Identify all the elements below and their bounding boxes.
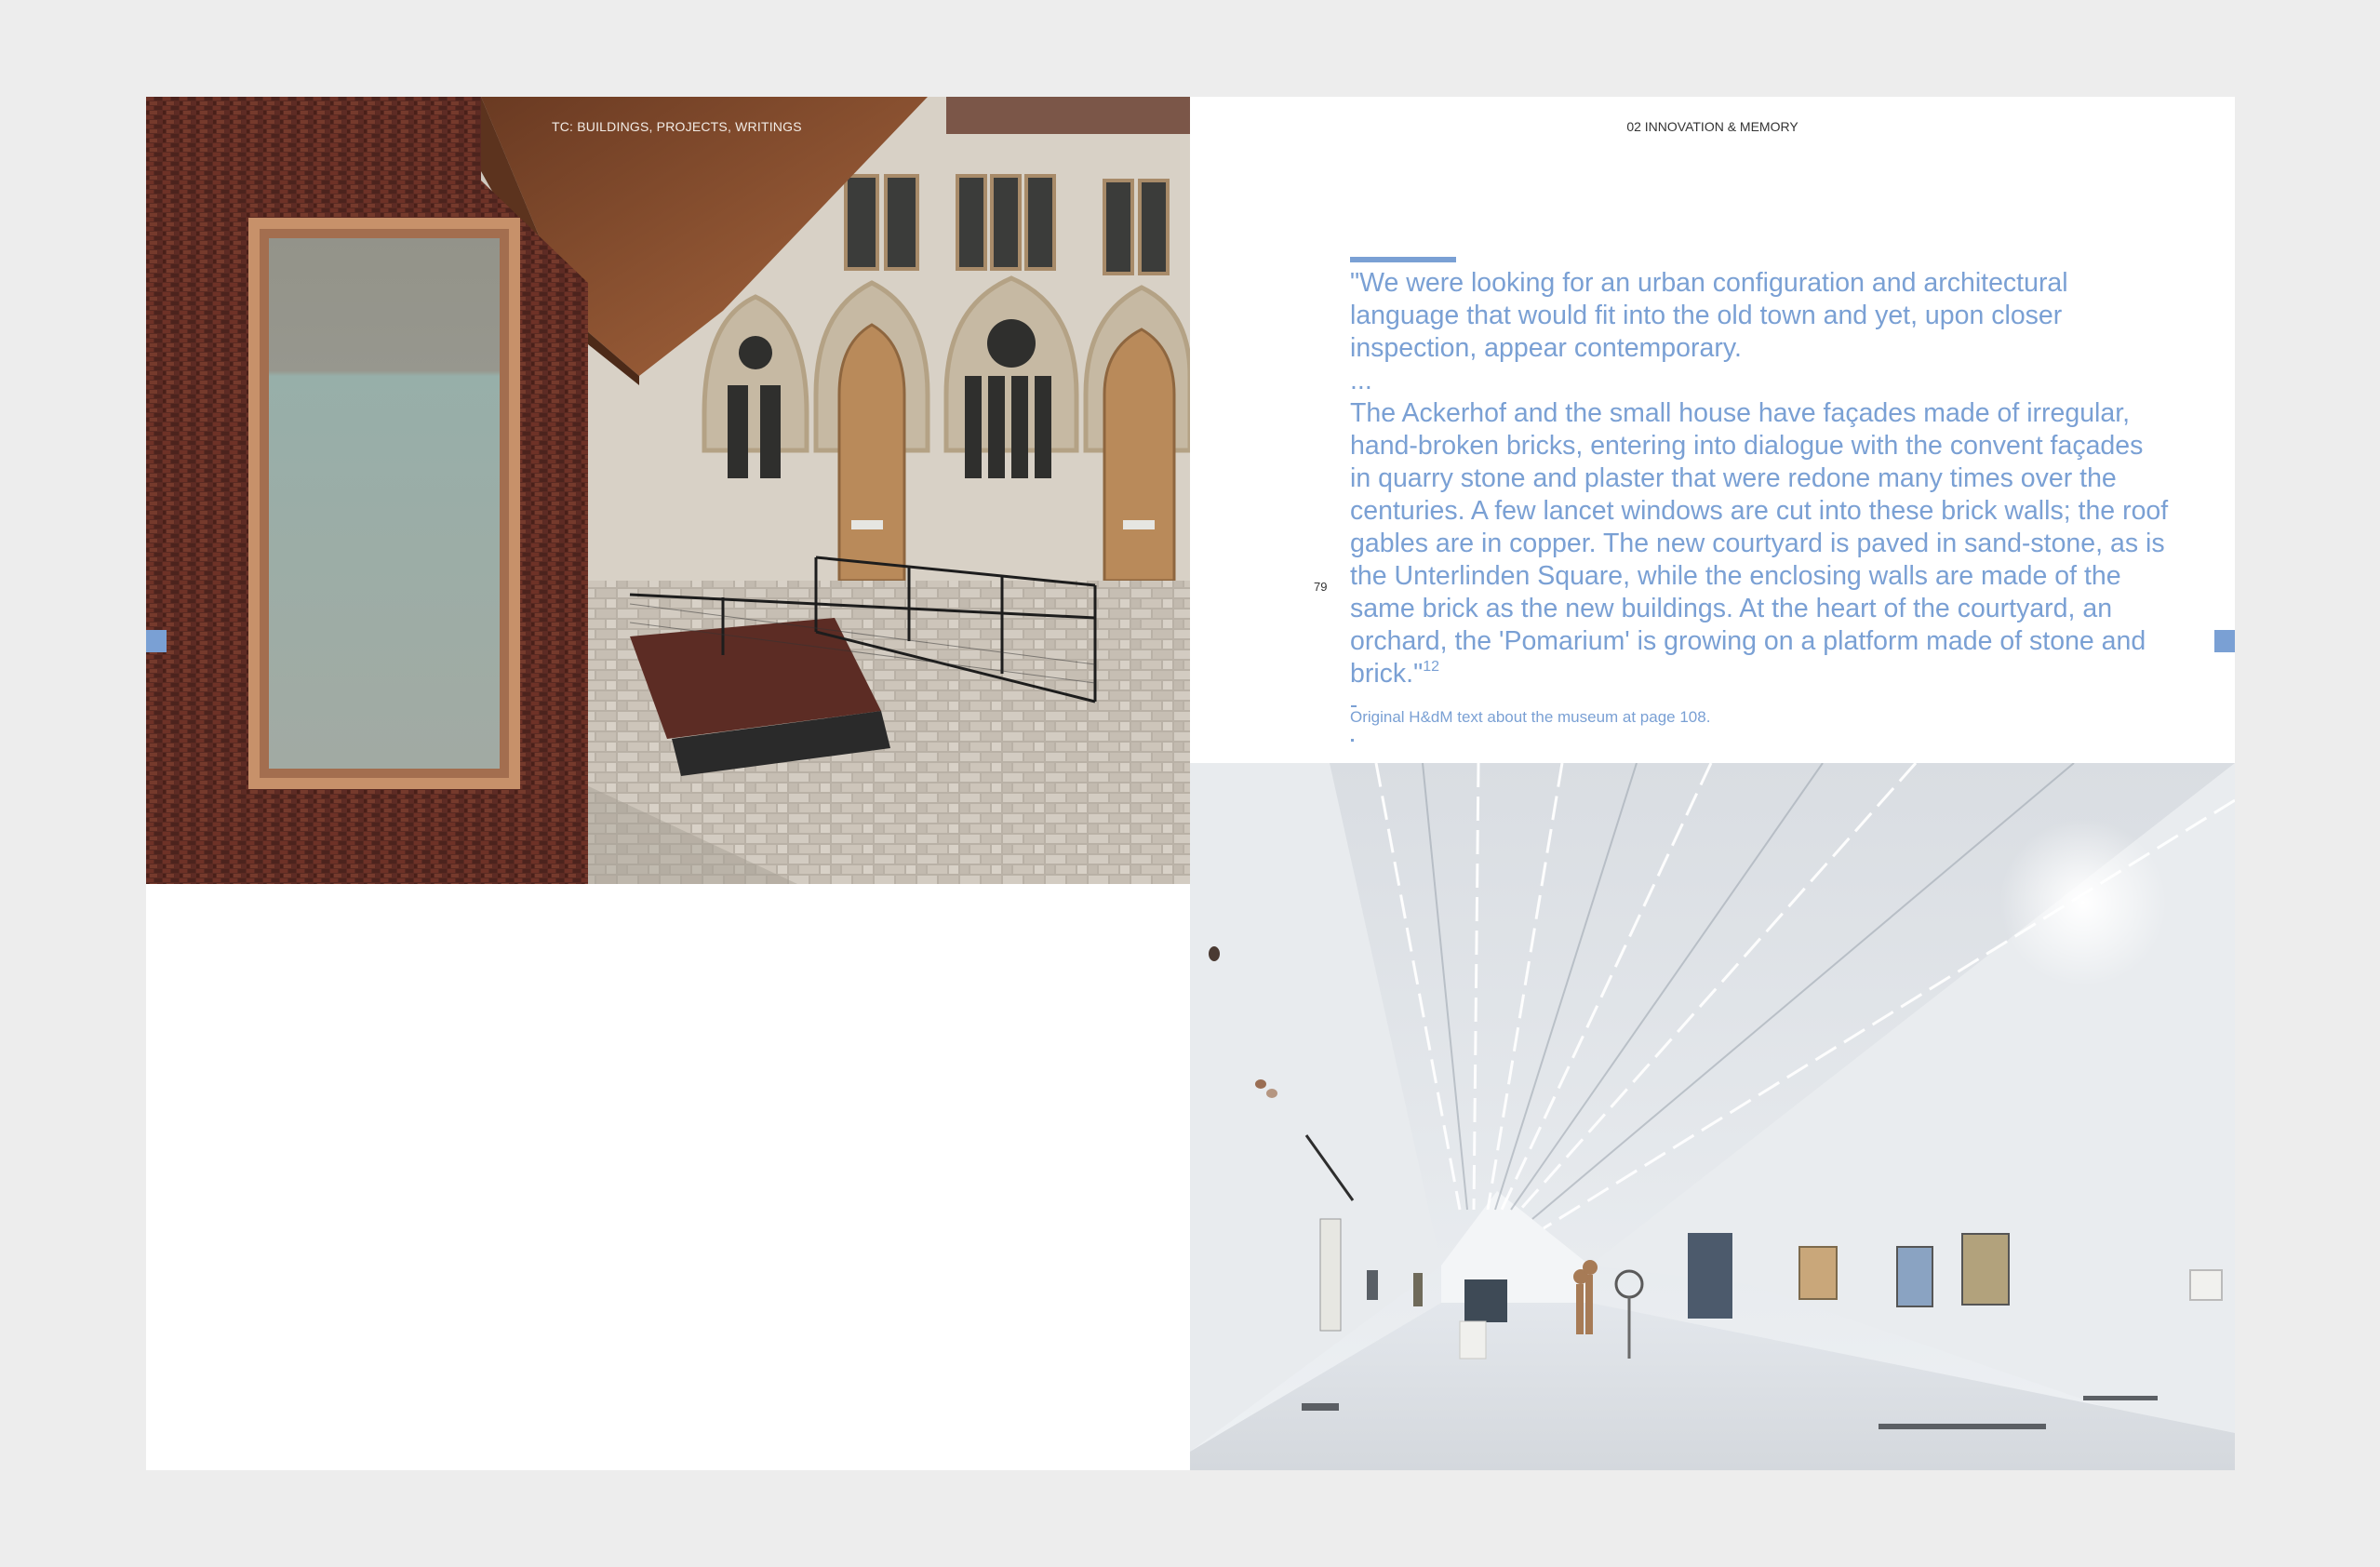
quote-accent-rule [1350, 257, 1456, 262]
book-spread [146, 97, 2235, 1470]
pull-quote [1350, 267, 2169, 690]
running-head-left: TC: BUILDINGS, PROJECTS, WRITINGS [552, 119, 802, 134]
caption-dot [1351, 739, 1354, 742]
gallery-photo [1190, 763, 2235, 1470]
footnote-reference: 12 [1423, 659, 1440, 675]
courtyard-photo [146, 97, 1190, 884]
left-page-marker [146, 630, 167, 652]
running-head-right: 02 INNOVATION & MEMORY [1626, 119, 1798, 134]
quote-body [1350, 397, 2169, 690]
caption: Original H&dM text about the museum at page 108. [1350, 708, 1711, 726]
quote-opening: "We were looking for an urban configuration and architectural language that would fit into the old town and yet, upon closer inspection, appear contemporary. [1350, 268, 2068, 363]
right-page-marker [2214, 630, 2235, 652]
quote-ellipsis: ... [1350, 366, 1372, 395]
page-number: 79 [1314, 580, 1328, 594]
right-page [1190, 97, 2235, 1470]
quote-body-text: The Ackerhof and the small house have façades made of irregular, hand-broken bricks, entering into dialogue with the convent façades in quarry stone and plaster that were redone many times over the centuries. A few lancet windows are cut into these brick walls; the roof gables are in copper. The new courtyard is paved in sand-stone, as is the Unterlinden Square, while the enclosing walls are made of the same brick as the new buildings. At the heart of the courtyard, an orchard, the 'Pomarium' is growing on a platform made of stone and brick." [1350, 398, 2169, 689]
left-page [146, 97, 1190, 1470]
